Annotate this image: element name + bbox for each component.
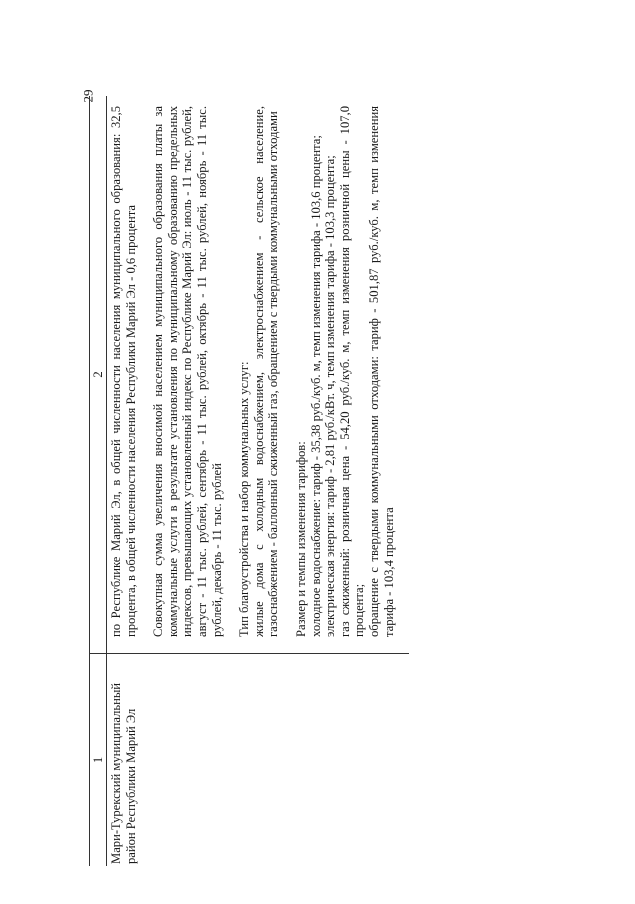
table-row — [107, 96, 410, 866]
tariff-table — [90, 96, 409, 866]
municipality-cell — [107, 654, 410, 867]
services-block — [237, 106, 281, 637]
tariff-line-waste: обращение с твердыми коммунальными отходами: тариф - 501,87 руб./куб. м, темп изменения тарифа - 103,4 процента — [366, 106, 396, 637]
services-text: жилые дома с холодным водоснабжением, электроснабжением - сельское население, газоснабжением - баллонный сжиженный газ, обращением с твердыми коммунальными отходами — [251, 106, 281, 637]
table-top-border — [89, 96, 90, 866]
col1-header: 1 — [90, 654, 107, 867]
tariffs-title: Размер и темпы изменения тарифов: — [293, 441, 308, 637]
tariff-line-gas: газ сжиженный: розничная цена - 54,20 руб./куб. м, темп изменения розничной цены - 107,0 процента; — [337, 106, 367, 637]
table-header-row — [90, 96, 107, 866]
details-cell — [107, 96, 410, 654]
tariff-line-electricity: электрическая энергия: тариф - 2,81 руб./кВт. ч, темп изменения тарифа - 103,3 процента; — [323, 155, 338, 637]
population-share-text: по Республике Марий Эл, в общей численности населения муниципального образования: 32,5 процента, в общей численности населения Республики Марий Эл - 0,6 процента — [109, 106, 138, 637]
tariffs-block — [294, 106, 396, 637]
page-number: 29 — [80, 89, 96, 103]
tariff-line-water: холодное водоснабжение: тариф - 35,38 руб./куб. м, темп изменения тарифа - 103,6 процента; — [308, 135, 323, 637]
col2-header: 2 — [90, 96, 107, 654]
payment-increase-text: Совокупная сумма увеличения вносимой населением муниципального образования платы за коммунальные услуги в результате установления по муниципальному образованию предельных индексов, превышающих установленный индекс по Республике Марий Эл: июль - 11 тыс. рублей, август - 11 тыс. рублей, сентябрь - 11 тыс. рублей, октябрь - 11 тыс. рублей, ноябрь - 11 тыс. рублей, декабрь - 11 тыс. рублей — [151, 106, 224, 637]
services-title: Тип благоустройства и набор коммунальных услуг: — [237, 361, 252, 637]
rotated-table-page — [90, 96, 560, 866]
municipality-name: Мари-Турекский муниципальный район Республики Марий Эл — [109, 682, 138, 864]
